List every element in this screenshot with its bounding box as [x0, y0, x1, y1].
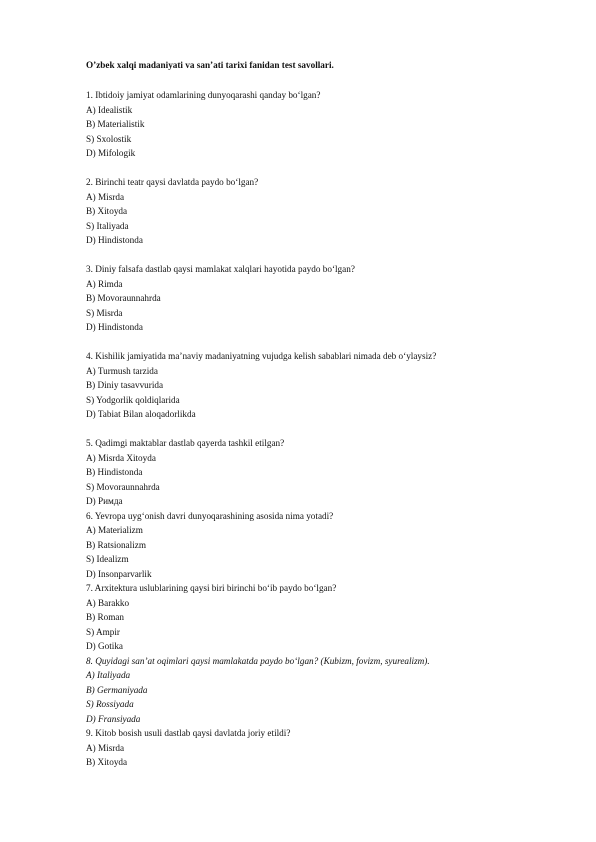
answer-option: B) Ratsionalizm — [86, 539, 146, 550]
question-text: 4. Kishilik jamiyatida ma’naviy madaniyatning vujudga kelish sabablari nimada deb o‘ylaysiz? — [86, 351, 437, 361]
question-text: 1. Ibtidoiy jamiyat odamlarining dunyoqarashi qanday bo‘lgan? — [86, 90, 321, 100]
question-2 — [86, 175, 556, 248]
question-3 — [86, 262, 556, 335]
answer-option: B) Hindistonda — [86, 467, 143, 477]
answer-option: S) Ampir — [86, 626, 120, 637]
question-7 — [86, 581, 556, 654]
answer-option: D) Hindistonda — [86, 235, 143, 245]
answer-option: B) Roman — [86, 612, 125, 622]
answer-option: B) Germaniyada — [86, 684, 148, 695]
answer-option: D) Tabiat Bilan aloqadorlikda — [86, 409, 196, 419]
question-8 — [86, 654, 556, 727]
answer-option: B) Diniy tasavvurida — [86, 380, 164, 390]
document-title: O’zbek xalqi madaniyati va san’ati tarixi fanidan test savollari. — [86, 60, 334, 70]
answer-option: A) Idealistik — [86, 104, 133, 115]
question-6 — [86, 509, 556, 582]
answer-option: S) Italiyada — [86, 220, 129, 231]
question-text: 2. Birinchi teatr qaysi davlatda paydo bo‘lgan? — [86, 177, 259, 187]
question-text: 8. Quyidagi san’at oqimlari qaysi mamlakatda paydo bo‘lgan? (Kubizm, fovizm, syurealizm). — [86, 655, 430, 666]
answer-option: B) Xitoyda — [86, 206, 128, 216]
answer-option: B) Movoraunnahrda — [86, 293, 161, 303]
question-text: 9. Kitob bosish usuli dastlab qaysi davlatda joriy etildi? — [86, 728, 291, 738]
answer-option: S) Misrda — [86, 307, 123, 318]
document-page — [86, 58, 556, 770]
answer-option: D) Fransiyada — [86, 713, 141, 724]
question-1 — [86, 88, 556, 161]
answer-option: A) Barakko — [86, 597, 130, 608]
answer-option: D) Hindistonda — [86, 322, 143, 332]
answer-option: A) Misrda — [86, 742, 125, 753]
answer-option: S) Idealizm — [86, 554, 129, 564]
answer-option: D) Insonparvarlik — [86, 568, 152, 579]
answer-option: A) Misrda — [86, 191, 125, 202]
answer-option: A) Misrda Xitoyda — [86, 452, 156, 463]
answer-option: A) Materializm — [86, 525, 143, 535]
question-text: 7. Arxitektura uslublarining qaysi biri birinchi bo‘ib paydo bo‘lgan? — [86, 583, 337, 593]
answer-option: A) Turmush tarzida — [86, 365, 158, 376]
answer-option: B) Xitoyda — [86, 757, 128, 767]
question-5 — [86, 436, 556, 509]
answer-option: A) Rimda — [86, 278, 123, 289]
question-4 — [86, 349, 556, 422]
answer-option: D) Римда — [86, 496, 123, 506]
answer-option: S) Movoraunnahrda — [86, 481, 160, 492]
question-text: 3. Diniy falsafa dastlab qaysi mamlakat xalqlari hayotida paydo bo‘lgan? — [86, 264, 355, 274]
answer-option: S) Yodgorlik qoldiqlarida — [86, 394, 180, 405]
question-text: 5. Qadimgi maktablar dastlab qayerda tashkil etilgan? — [86, 438, 285, 448]
answer-option: A) Italiyada — [86, 670, 131, 680]
answer-option: B) Materialistik — [86, 119, 145, 129]
answer-option: D) Mifologik — [86, 148, 136, 158]
answer-option: S) Sxolostik — [86, 133, 132, 144]
question-text: 6. Yevropa uyg‘onish davri dunyoqarashining asosida nima yotadi? — [86, 510, 334, 521]
question-9 — [86, 726, 556, 770]
answer-option: D) Gotika — [86, 641, 123, 651]
answer-option: S) Rossiyada — [86, 699, 134, 709]
